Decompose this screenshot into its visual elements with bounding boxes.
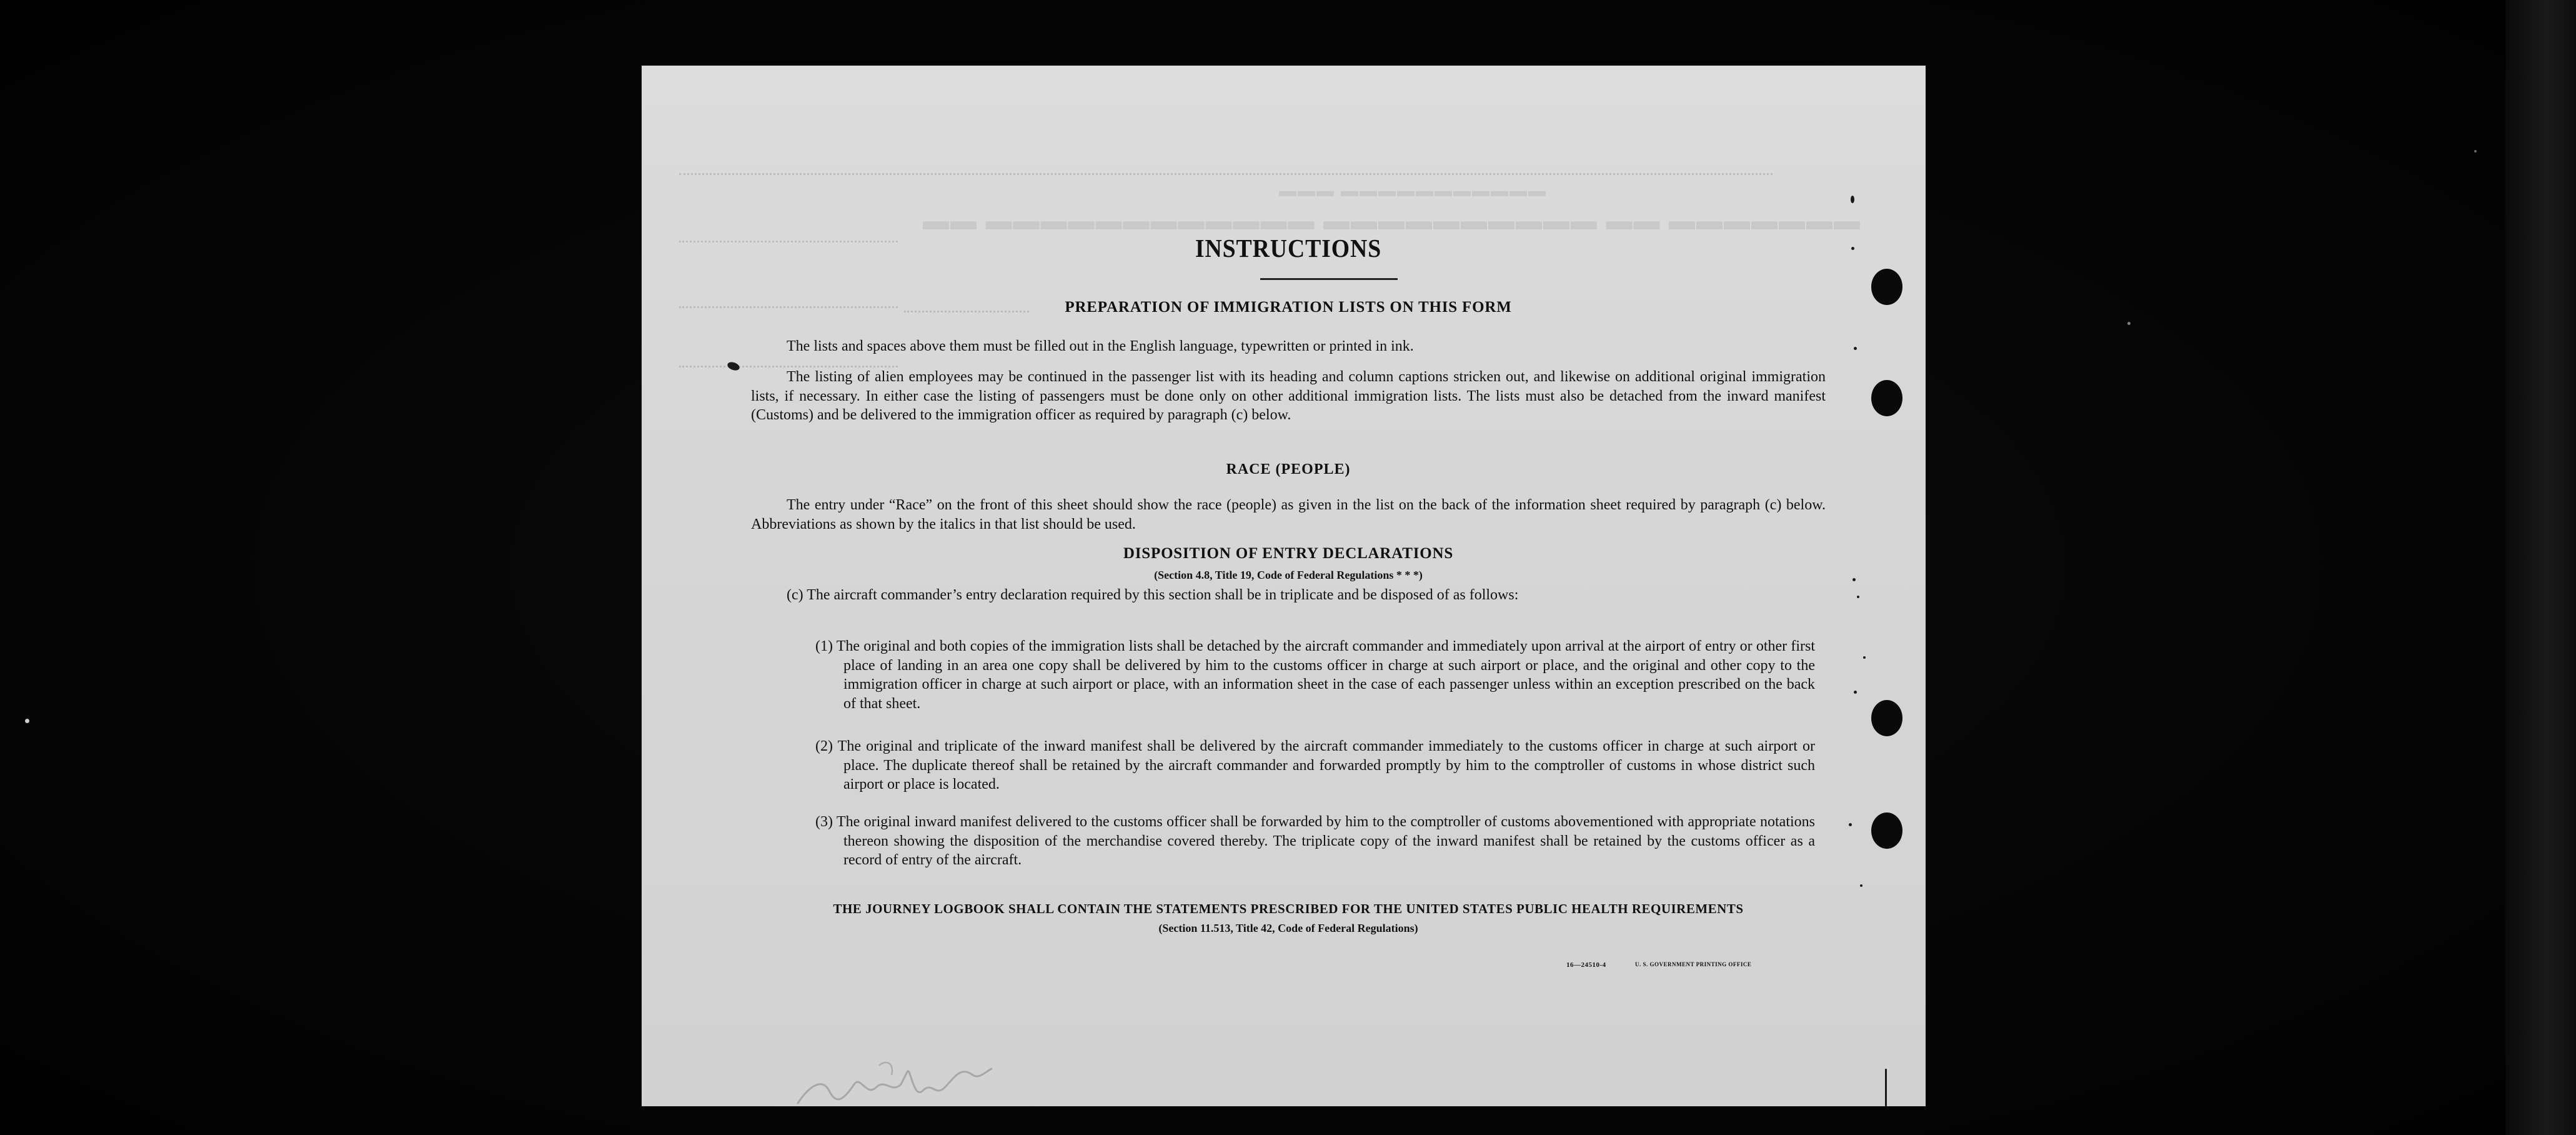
bleed-through-text: ▬▬ ▬▬▬▬▬▬▬▬▬▬▬▬ ▬▬▬▬▬▬▬▬▬▬ ▬▬ ▬▬▬▬▬▬▬ (923, 207, 1861, 236)
dust-speck (25, 719, 29, 723)
printer-code: 16—24510-4 (1566, 961, 1606, 969)
section-heading-preparation: PREPARATION OF IMMIGRATION LISTS ON THIS FORM (1065, 299, 1512, 316)
edge-mark (1851, 247, 1854, 250)
dust-speck (2474, 150, 2477, 152)
punch-hole (1871, 812, 1902, 849)
list-item-3: (3) The original inward manifest delivered to the customs officer shall be forwarded by him to the comptroller of customs abovementioned with appropriate notations thereon showing the disposition of the merchandise covered thereby. The triplicate copy of the inward manifest shall be retained by the customs officer as a record of entry of the aircraft. (815, 814, 1815, 868)
edge-mark (1849, 823, 1852, 826)
punch-hole (1871, 700, 1902, 736)
edge-mark (1854, 347, 1857, 350)
ink-mark (727, 361, 741, 372)
dust-speck (2127, 322, 2131, 325)
punch-hole (1871, 269, 1902, 305)
printer-name: U. S. GOVERNMENT PRINTING OFFICE (1635, 961, 1752, 968)
form-back-page (642, 66, 1926, 1106)
edge-mark (1857, 596, 1859, 598)
paragraph-english-language: The lists and spaces above them must be filled out in the English language, typewritten or printed in ink. (787, 338, 1414, 354)
paragraph-c-intro: (c) The aircraft commander’s entry declaration required by this section shall be in triplicate and be disposed of as follows: (787, 587, 1519, 603)
paragraph-alien-employees: The listing of alien employees may be continued in the passenger list with its heading and column captions stricken out, and likewise on additional original immigration lists, if necessary. In either case the listing of passengers must be done only on other additional immigration lists. The lists must also be detached from the inward manifest (Customs) and be delivered to the immigration officer as required by paragraph (c) below. (751, 369, 1826, 423)
list-item-1: (1) The original and both copies of the immigration lists shall be detached by the aircraft commander and immediately upon arrival at the airport of entry or other first place of landing in an area one copy shall be delivered by him to the customs officer in charge at such airport or place, and the original and other copy to the immigration officer in charge at such airport or place, with an information sheet in the case of each passenger unless within an exception prescribed on the back of that sheet. (815, 638, 1815, 712)
page-title: INSTRUCTIONS (1195, 234, 1382, 262)
title-underline (1260, 278, 1398, 280)
public-health-citation: (Section 11.513, Title 42, Code of Federal Regulations) (1158, 922, 1418, 934)
edge-mark (1854, 691, 1857, 694)
list-item-2: (2) The original and triplicate of the inward manifest shall be delivered by the aircraft commander immediately to the customs officer in charge at such airport or place. The duplicate thereof shall be retained by the aircraft commander and forwarded promptly by him to the comptroller of customs in whose district such airport or place is located. (815, 738, 1815, 792)
edge-mark (1852, 578, 1856, 581)
pencil-signature (785, 1041, 998, 1116)
paragraph-race: The entry under “Race” on the front of this sheet should show the race (people) as given in the list on the back of the information sheet required by paragraph (c) below. Abbreviations as shown by the italics in that list should be used. (751, 497, 1826, 532)
public-health-notice: THE JOURNEY LOGBOOK SHALL CONTAIN THE STATEMENTS PRESCRIBED FOR THE UNITED STATES PUBLIC HEALTH REQUIREMENTS (833, 901, 1744, 916)
bleed-through-rule (679, 173, 1773, 175)
edge-mark (1863, 656, 1866, 659)
section-heading-race: RACE (PEOPLE) (1226, 461, 1351, 478)
edge-mark (1851, 196, 1854, 203)
edge-mark (1860, 884, 1862, 887)
punch-hole (1871, 380, 1902, 416)
disposition-citation: (Section 4.8, Title 19, Code of Federal Regulations * * *) (1154, 569, 1423, 581)
scan-edge-shadow (2505, 0, 2576, 1135)
bleed-through-text: ▬▬▬ ▬▬▬▬▬▬▬▬▬▬▬ (1279, 181, 1547, 201)
section-heading-disposition: DISPOSITION OF ENTRY DECLARATIONS (1123, 545, 1454, 562)
edge-mark (1885, 1069, 1887, 1106)
